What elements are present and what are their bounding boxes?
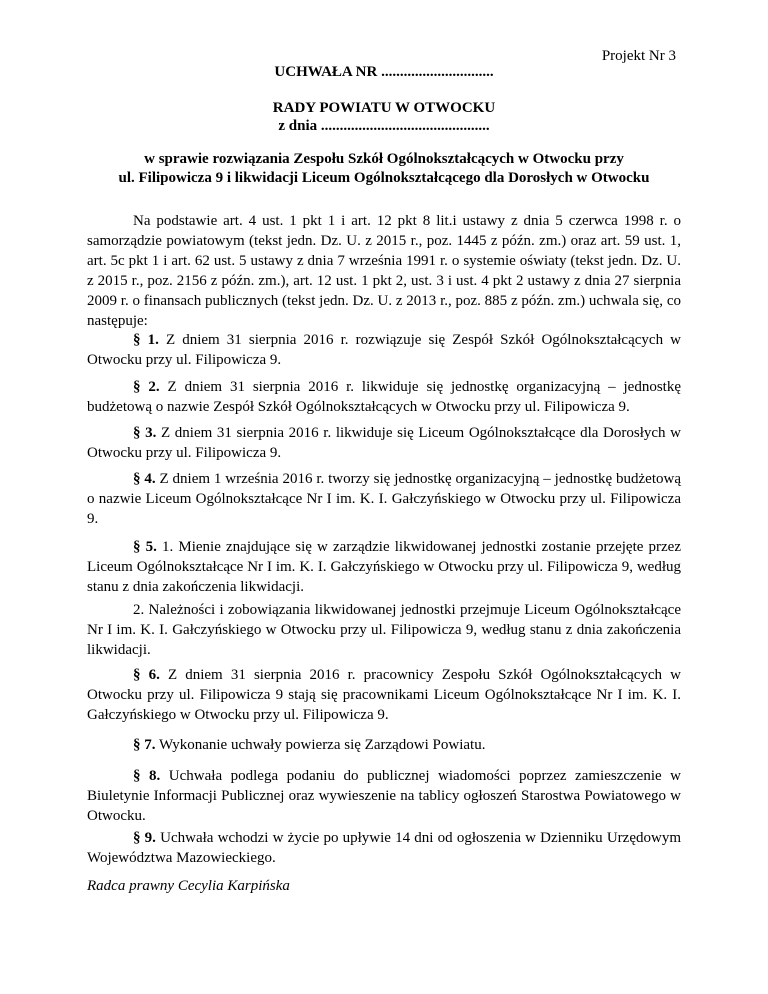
- section-number: § 9.: [133, 830, 156, 846]
- section-3: [87, 423, 681, 463]
- section-text: 2. Należności i zobowiązania likwidowanej jednostki przejmuje Liceum Ogólnokształcące Nr I im. K. I. Gałczyńskiego w Otwocku przy ul. Filipowicza 9, według stanu z dnia zakończenia likwidacji.: [87, 602, 681, 658]
- section-text: Uchwała wchodzi w życie po upływie 14 dni od ogłoszenia w Dzienniku Urzędowym Województwa Mazowieckiego.: [87, 830, 681, 866]
- section-5-point-2: [87, 600, 681, 660]
- subject-line-2: ul. Filipowicza 9 i likwidacji Liceum Ogólnokształcącego dla Dorosłych w Otwocku: [118, 170, 650, 186]
- section-text: Z dniem 31 sierpnia 2016 r. likwiduje się Liceum Ogólnokształcące dla Dorosłych w Otwocku przy ul. Filipowicza 9.: [87, 425, 682, 461]
- section-number: § 5.: [133, 539, 157, 555]
- section-number: § 6.: [133, 667, 160, 683]
- section-number: § 2.: [133, 379, 160, 395]
- section-number: § 4.: [133, 471, 156, 487]
- section-text: Uchwała podlega podaniu do publicznej wiadomości poprzez zamieszczenie w Biuletynie Informacji Publicznej oraz wywieszenie na tablicy ogłoszeń Starostwa Powiatowego w Otwocku.: [87, 768, 681, 824]
- section-number: § 1.: [133, 332, 159, 348]
- section-text: Wykonanie uchwały powierza się Zarządowi Powiatu.: [155, 737, 486, 753]
- project-number: Projekt Nr 3: [601, 48, 676, 64]
- section-number: § 7.: [133, 737, 156, 753]
- section-text: 1. Mienie znajdujące się w zarządzie likwidowanej jednostki zostanie przejęte przez Liceum Ogólnokształcące Nr I im. K. I. Gałczyńskiego w Otwocku przy ul. Filipowicza 9, według stanu z dnia zakończenia likwidacji.: [87, 539, 681, 595]
- resolution-date: z dnia .............................................: [278, 118, 490, 134]
- legal-advisor-signature: Radca prawny Cecylia Karpińska: [87, 878, 290, 894]
- section-7: [87, 735, 681, 755]
- section-6: [87, 665, 681, 725]
- resolution-title: UCHWAŁA NR ..............................: [274, 64, 494, 80]
- preamble-text: Na podstawie art. 4 ust. 1 pkt 1 i art. 12 pkt 8 lit.i ustawy z dnia 5 czerwca 1998 r. o samorządzie powiatowym (tekst jedn. Dz. U. z 2015 r., poz. 1445 z późn. zm.) oraz art. 59 ust. 1, art. 5c pkt 1 i art. 62 ust. 5 ustawy z dnia 7 września 1991 r. o systemie oświaty (tekst jedn. Dz. U. z 2015 r., poz. 2156 z późn. zm.), art. 12 ust. 1 pkt 2, ust. 3 i ust. 4 pkt 2 ustawy z dnia 27 sierpnia 2009 r. o finansach publicznych (tekst jedn. Dz. U. z 2013 r., poz. 885 z późn. zm.) uchwala się, co następuje:: [87, 213, 681, 329]
- section-text: Z dniem 31 sierpnia 2016 r. rozwiązuje się Zespół Szkół Ogólnokształcących w Otwocku przy ul. Filipowicza 9.: [87, 332, 681, 368]
- section-number: § 3.: [133, 425, 157, 441]
- section-text: Z dniem 31 sierpnia 2016 r. likwiduje się jednostkę organizacyjną – jednostkę budżetową o nazwie Zespół Szkół Ogólnokształcących w Otwocku przy ul. Filipowicza 9.: [87, 379, 682, 415]
- section-4: [87, 469, 681, 529]
- section-9: [87, 828, 681, 868]
- section-number: § 8.: [133, 768, 161, 784]
- subject-line-1: w sprawie rozwiązania Zespołu Szkół Ogólnokształcących w Otwocku przy: [144, 151, 624, 167]
- council-title: RADY POWIATU W OTWOCKU: [272, 100, 496, 116]
- section-1: [87, 330, 681, 370]
- section-5: [87, 537, 681, 597]
- preamble: [87, 211, 681, 331]
- section-8: [87, 766, 681, 826]
- section-text: Z dniem 1 września 2016 r. tworzy się jednostkę organizacyjną – jednostkę budżetową o nazwie Liceum Ogólnokształcące Nr I im. K. I. Gałczyńskiego w Otwocku przy ul. Filipowicza 9.: [87, 471, 681, 527]
- section-2: [87, 377, 681, 417]
- section-text: Z dniem 31 sierpnia 2016 r. pracownicy Zespołu Szkół Ogólnokształcących w Otwocku przy ul. Filipowicza 9 stają się pracownikami Liceum Ogólnokształcące Nr I im. K. I. Gałczyńskiego w Otwocku przy ul. Filipowicza 9.: [87, 667, 682, 723]
